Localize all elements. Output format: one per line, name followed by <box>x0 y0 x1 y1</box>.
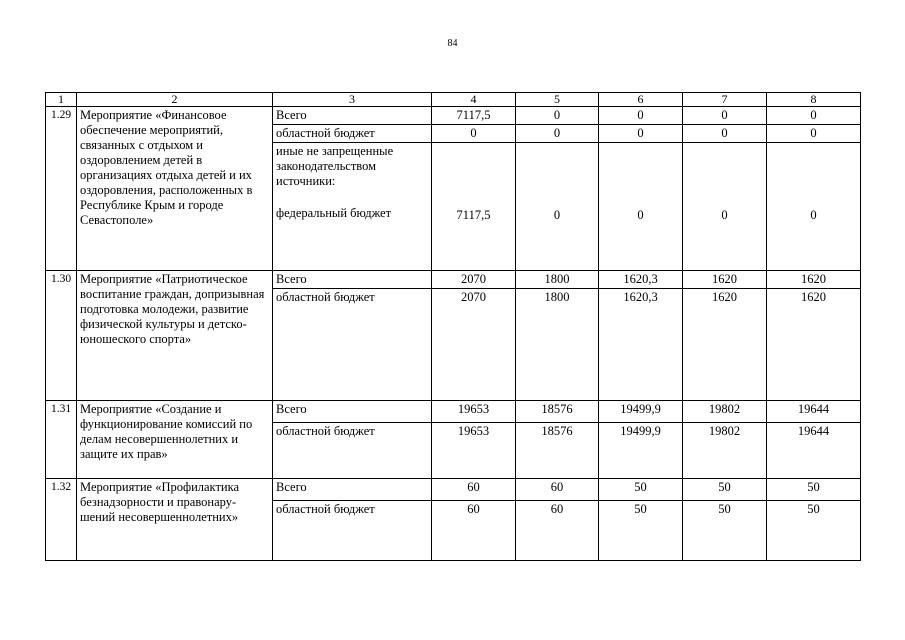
value-cell: 0 <box>599 107 683 125</box>
funding-source: областной бюджет <box>273 501 432 561</box>
value-cell: 1620 <box>683 271 767 289</box>
value-cell: 1620 <box>767 271 861 289</box>
table-row <box>46 271 861 289</box>
value-cell: 7117,5 <box>432 107 516 125</box>
value-cell: 1800 <box>516 289 599 401</box>
value-cell: 19653 <box>432 401 516 423</box>
value-cell: 19802 <box>683 423 767 479</box>
funding-source: Всего <box>273 271 432 289</box>
value-cell: 19802 <box>683 401 767 423</box>
funding-source: Всего <box>273 401 432 423</box>
header-cell: 2 <box>77 93 273 107</box>
header-cell: 5 <box>516 93 599 107</box>
value-cell: 0 <box>599 143 683 271</box>
funding-source: федеральный бюджет <box>276 206 392 220</box>
value-cell: 7117,5 <box>432 143 516 271</box>
funding-source: Всего <box>273 107 432 125</box>
header-cell: 4 <box>432 93 516 107</box>
value-cell: 50 <box>683 479 767 501</box>
funding-source: областной бюджет <box>273 289 432 401</box>
value-cell: 1620,3 <box>599 289 683 401</box>
value-cell: 0 <box>516 125 599 143</box>
value-cell: 18576 <box>516 401 599 423</box>
header-cell: 6 <box>599 93 683 107</box>
header-cell: 1 <box>46 93 77 107</box>
value-cell: 18576 <box>516 423 599 479</box>
header-cell: 7 <box>683 93 767 107</box>
value-cell: 0 <box>599 125 683 143</box>
funding-source: областной бюджет <box>273 125 432 143</box>
value-cell: 0 <box>683 107 767 125</box>
value-cell: 19644 <box>767 401 861 423</box>
item-name: Мероприятие «Патриотическое воспитание граждан, допризывная подготовка молодежи, развитие физической культуры и детско-юношеского спорта» <box>77 271 273 401</box>
value-cell: 19499,9 <box>599 423 683 479</box>
item-name: Мероприятие «Финансовое обеспечение мероприятий, связанных с отдыхом и оздоровлением детей в организациях отдыха детей и их оздоровления, расположенных в Республике Крым и городе Севастополе» <box>77 107 273 271</box>
funding-source-cell <box>273 143 432 271</box>
value-cell: 2070 <box>432 289 516 401</box>
value-cell: 19499,9 <box>599 401 683 423</box>
value-cell: 0 <box>767 107 861 125</box>
value-cell: 2070 <box>432 271 516 289</box>
value-cell: 0 <box>683 143 767 271</box>
funding-source: Всего <box>273 479 432 501</box>
funding-source-note: иные не запрещенные законодательством источники: <box>276 144 394 188</box>
budget-table <box>45 92 861 561</box>
table-row <box>46 107 861 125</box>
value-cell: 1800 <box>516 271 599 289</box>
table-row <box>46 479 861 501</box>
header-cell: 8 <box>767 93 861 107</box>
value-cell: 1620 <box>767 289 861 401</box>
item-number: 1.29 <box>46 107 77 271</box>
value-cell: 1620 <box>683 289 767 401</box>
item-number: 1.30 <box>46 271 77 401</box>
value-cell: 0 <box>767 143 861 271</box>
value-cell: 1620,3 <box>599 271 683 289</box>
value-cell: 60 <box>516 501 599 561</box>
value-cell: 0 <box>767 125 861 143</box>
value-cell: 19653 <box>432 423 516 479</box>
value-cell: 60 <box>432 501 516 561</box>
page-number: 84 <box>447 38 458 49</box>
value-cell: 50 <box>767 501 861 561</box>
item-number: 1.32 <box>46 479 77 561</box>
value-cell: 60 <box>432 479 516 501</box>
item-name: Мероприятие «Профилактика безнадзорности и правонару-шений несовершеннолетних» <box>77 479 273 561</box>
header-cell: 3 <box>273 93 432 107</box>
value-cell: 50 <box>599 501 683 561</box>
value-cell: 50 <box>683 501 767 561</box>
item-number: 1.31 <box>46 401 77 479</box>
header-row <box>46 93 861 107</box>
value-cell: 0 <box>683 125 767 143</box>
value-cell: 19644 <box>767 423 861 479</box>
value-cell: 60 <box>516 479 599 501</box>
value-cell: 0 <box>432 125 516 143</box>
value-cell: 50 <box>599 479 683 501</box>
funding-source: областной бюджет <box>273 423 432 479</box>
value-cell: 50 <box>767 479 861 501</box>
item-name: Мероприятие «Создание и функционирование комиссий по делам несовершеннолетних и защите их прав» <box>77 401 273 479</box>
value-cell: 0 <box>516 143 599 271</box>
table-row <box>46 401 861 423</box>
value-cell: 0 <box>516 107 599 125</box>
